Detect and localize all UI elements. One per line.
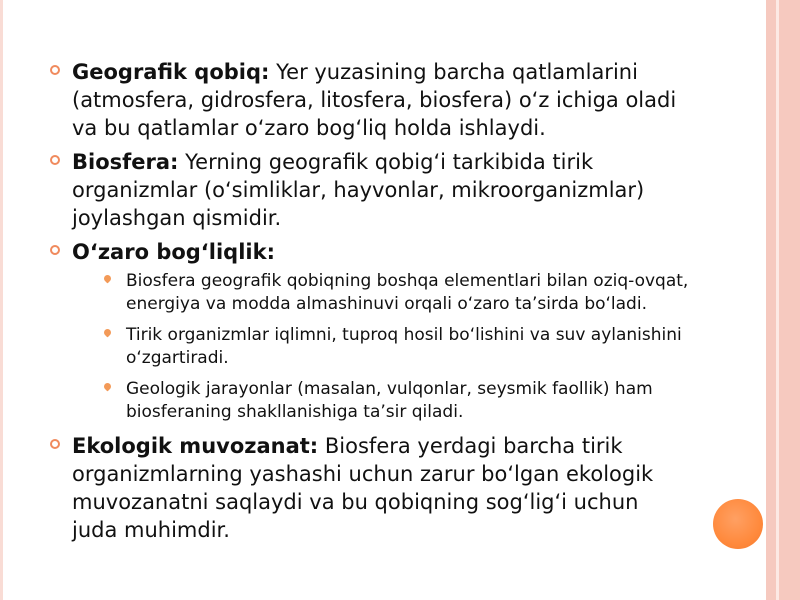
- orange-circle-decoration: [713, 499, 763, 549]
- bullet-item-biosfera: [50, 148, 690, 232]
- bullet-term: Geografik qobiq:: [72, 60, 270, 84]
- sub-bullet-text: Biosfera geografik qobiqning boshqa elementlari bilan oziq-ovqat, energiya va modda almashinuvi orqali o‘zaro ta’sirda bo‘ladi.: [126, 271, 689, 314]
- bullet-item-ekologik-muvozanat: [50, 432, 690, 544]
- bullet-term: O‘zaro bog‘liqlik:: [72, 240, 275, 264]
- left-edge-stripe: [0, 0, 3, 600]
- ring-bullet-icon: [50, 245, 60, 255]
- ring-bullet-icon: [50, 439, 60, 449]
- sub-bullet-item: [102, 270, 690, 316]
- bullet-text: Yer yuzasining barcha qatlamlarini (atmosfera, gidrosfera, litosfera, biosfera) o‘z ichiga oladi va bu qatlamlar o‘zaro bog‘liq holda ishlaydi.: [72, 60, 677, 140]
- bullet-text: Biosfera yerdagi barcha tirik organizmlarning yashashi uchun zarur bo‘lgan ekologik muvozanatni saqlaydi va bu qobiqning sog‘lig‘i uchun juda muhimdir.: [72, 434, 654, 542]
- right-decorative-band: [766, 0, 800, 600]
- sub-bullet-item: [102, 324, 690, 370]
- bullet-item-geografik-qobiq: [50, 58, 690, 142]
- sub-bullet-item: [102, 378, 690, 424]
- bullet-list: [50, 58, 690, 550]
- sub-bullet-text: Tirik organizmlar iqlimni, tuproq hosil bo‘lishini va suv aylanishini o‘zgartiradi.: [126, 325, 682, 368]
- leaf-bullet-icon: [103, 328, 113, 338]
- sub-bullet-text: Geologik jarayonlar (masalan, vulqonlar, seysmik faollik) ham biosferaning shakllanishiga ta’sir qiladi.: [126, 379, 653, 422]
- leaf-bullet-icon: [103, 274, 113, 284]
- bullet-term: Biosfera:: [72, 150, 179, 174]
- bullet-term: Ekologik muvozanat:: [72, 434, 319, 458]
- bullet-text: Yerning geografik qobig‘i tarkibida tirik organizmlar (o‘simliklar, hayvonlar, mikroorganizmlar) joylashgan qismidir.: [72, 150, 645, 230]
- ring-bullet-icon: [50, 155, 60, 165]
- ring-bullet-icon: [50, 65, 60, 75]
- bullet-item-ozaro-bogliqlik: [50, 238, 690, 424]
- leaf-bullet-icon: [103, 382, 113, 392]
- sub-bullet-list: [102, 270, 690, 424]
